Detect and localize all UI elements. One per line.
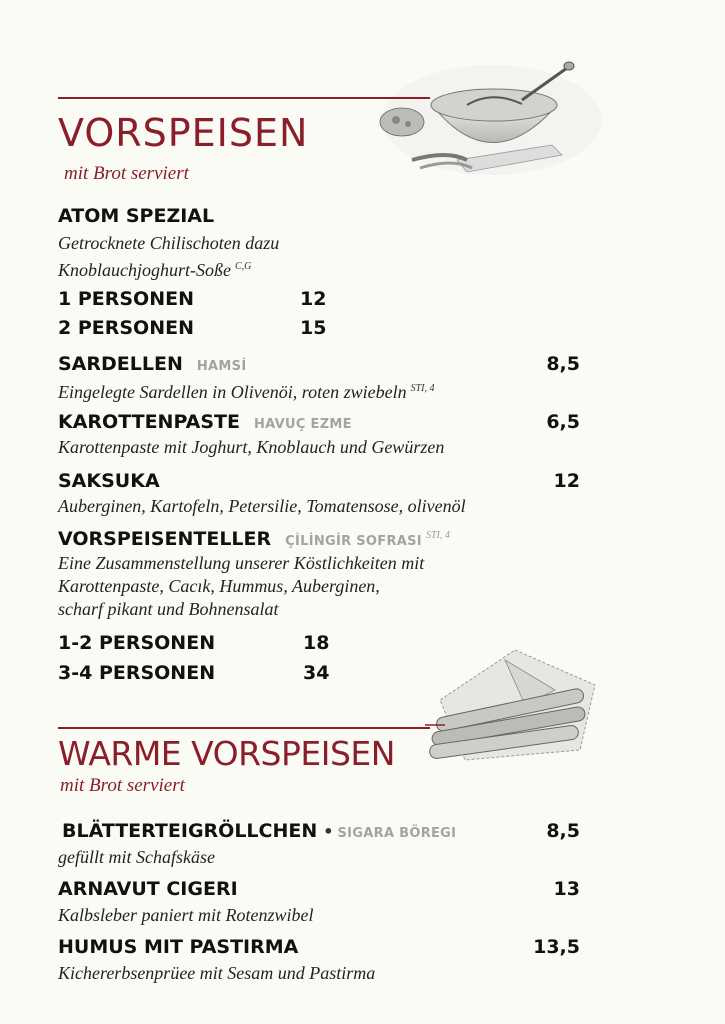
menu-item-title	[58, 878, 238, 900]
item-price: 8,5	[546, 353, 580, 375]
section-subtitle: mit Brot serviert	[64, 163, 189, 184]
person-option-label: 3-4 PERSONEN	[58, 662, 216, 684]
section-divider	[58, 97, 430, 99]
item-description	[58, 495, 466, 518]
soup-bowl-illustration	[372, 60, 612, 190]
separator-dot: •	[323, 822, 334, 841]
description-line: Karottenpaste, Cacık, Hummus, Auberginen,	[58, 576, 380, 596]
item-name: ATOM SPEZIAL	[58, 205, 215, 227]
item-name: BLÄTTERTEIGRÖLLCHEN	[62, 820, 318, 842]
person-option-label: 2 PERSONEN	[58, 317, 194, 339]
item-description	[58, 232, 279, 282]
section-title: VORSPEISEN	[58, 111, 309, 155]
menu-item-title	[62, 820, 456, 842]
item-price: 8,5	[546, 820, 580, 842]
item-name: HUMUS MIT PASTIRMA	[58, 936, 299, 958]
description-line: Auberginen, Kartofeln, Petersilie, Tomatensose, olivenöl	[58, 496, 466, 516]
item-description	[58, 552, 424, 621]
item-name: VORSPEISENTELLER	[58, 528, 272, 550]
person-option-price: 15	[300, 317, 327, 339]
item-description	[58, 904, 313, 927]
item-description	[58, 436, 444, 459]
item-alt-name: HAVUÇ EZME	[253, 417, 352, 432]
person-option-price: 18	[303, 632, 330, 654]
menu-item-title	[58, 411, 352, 433]
section-title: WARME VORSPEISEN	[58, 734, 395, 773]
menu-item-title	[58, 353, 246, 375]
description-line: Eingelegte Sardellen in Olivenöi, roten zwiebeln $^{STI, 4}$	[58, 382, 435, 402]
item-description	[58, 377, 435, 404]
item-description	[58, 962, 375, 985]
item-price: 13	[553, 878, 580, 900]
allergen-superscript: STI, 4	[410, 383, 435, 394]
description-line: Kichererbsenprüee mit Sesam und Pastirma	[58, 963, 376, 983]
description-line: Getrocknete Chilischoten dazu	[58, 233, 280, 253]
menu-item-title	[58, 936, 298, 958]
allergen-superscript: C,G	[235, 261, 252, 272]
allergen-superscript: STI, 4	[425, 529, 450, 541]
item-alt-name: ÇİLİNGİR SOFRASI	[285, 534, 422, 549]
section-subtitle: mit Brot serviert	[60, 775, 185, 796]
menu-item-title	[58, 528, 450, 550]
person-option-price: 12	[300, 288, 327, 310]
section-divider	[58, 727, 430, 729]
item-name: ARNAVUT CIGERI	[58, 878, 238, 900]
person-option-price: 34	[303, 662, 330, 684]
item-price: 12	[553, 470, 580, 492]
description-line: Eine Zusammenstellung unserer Köstlichkeiten mit	[58, 553, 425, 573]
item-price: 6,5	[546, 411, 580, 433]
item-name: SARDELLEN	[58, 353, 183, 375]
item-alt-name: HAMSİ	[196, 359, 247, 374]
description-line: Kalbsleber paniert mit Rotenzwibel	[58, 905, 314, 925]
item-alt-name: SIGARA BÖREGI	[337, 826, 457, 841]
description-line: Karottenpaste mit Joghurt, Knoblauch und Gewürzen	[58, 437, 445, 457]
menu-item-title	[58, 205, 214, 227]
item-description	[58, 846, 215, 869]
item-name: KAROTTENPASTE	[58, 411, 240, 433]
menu-item-title	[58, 470, 160, 492]
description-line: gefüllt mit Schafskäse	[58, 847, 215, 867]
description-line: Knoblauchjoghurt-Soße $^{C,G}$	[58, 260, 252, 280]
person-option-label: 1-2 PERSONEN	[58, 632, 216, 654]
item-name: SAKSUKA	[58, 470, 160, 492]
description-line: scharf pikant und Bohnensalat	[58, 599, 279, 619]
sigara-borek-illustration	[405, 645, 615, 765]
person-option-label: 1 PERSONEN	[58, 288, 194, 310]
item-price: 13,5	[533, 936, 580, 958]
